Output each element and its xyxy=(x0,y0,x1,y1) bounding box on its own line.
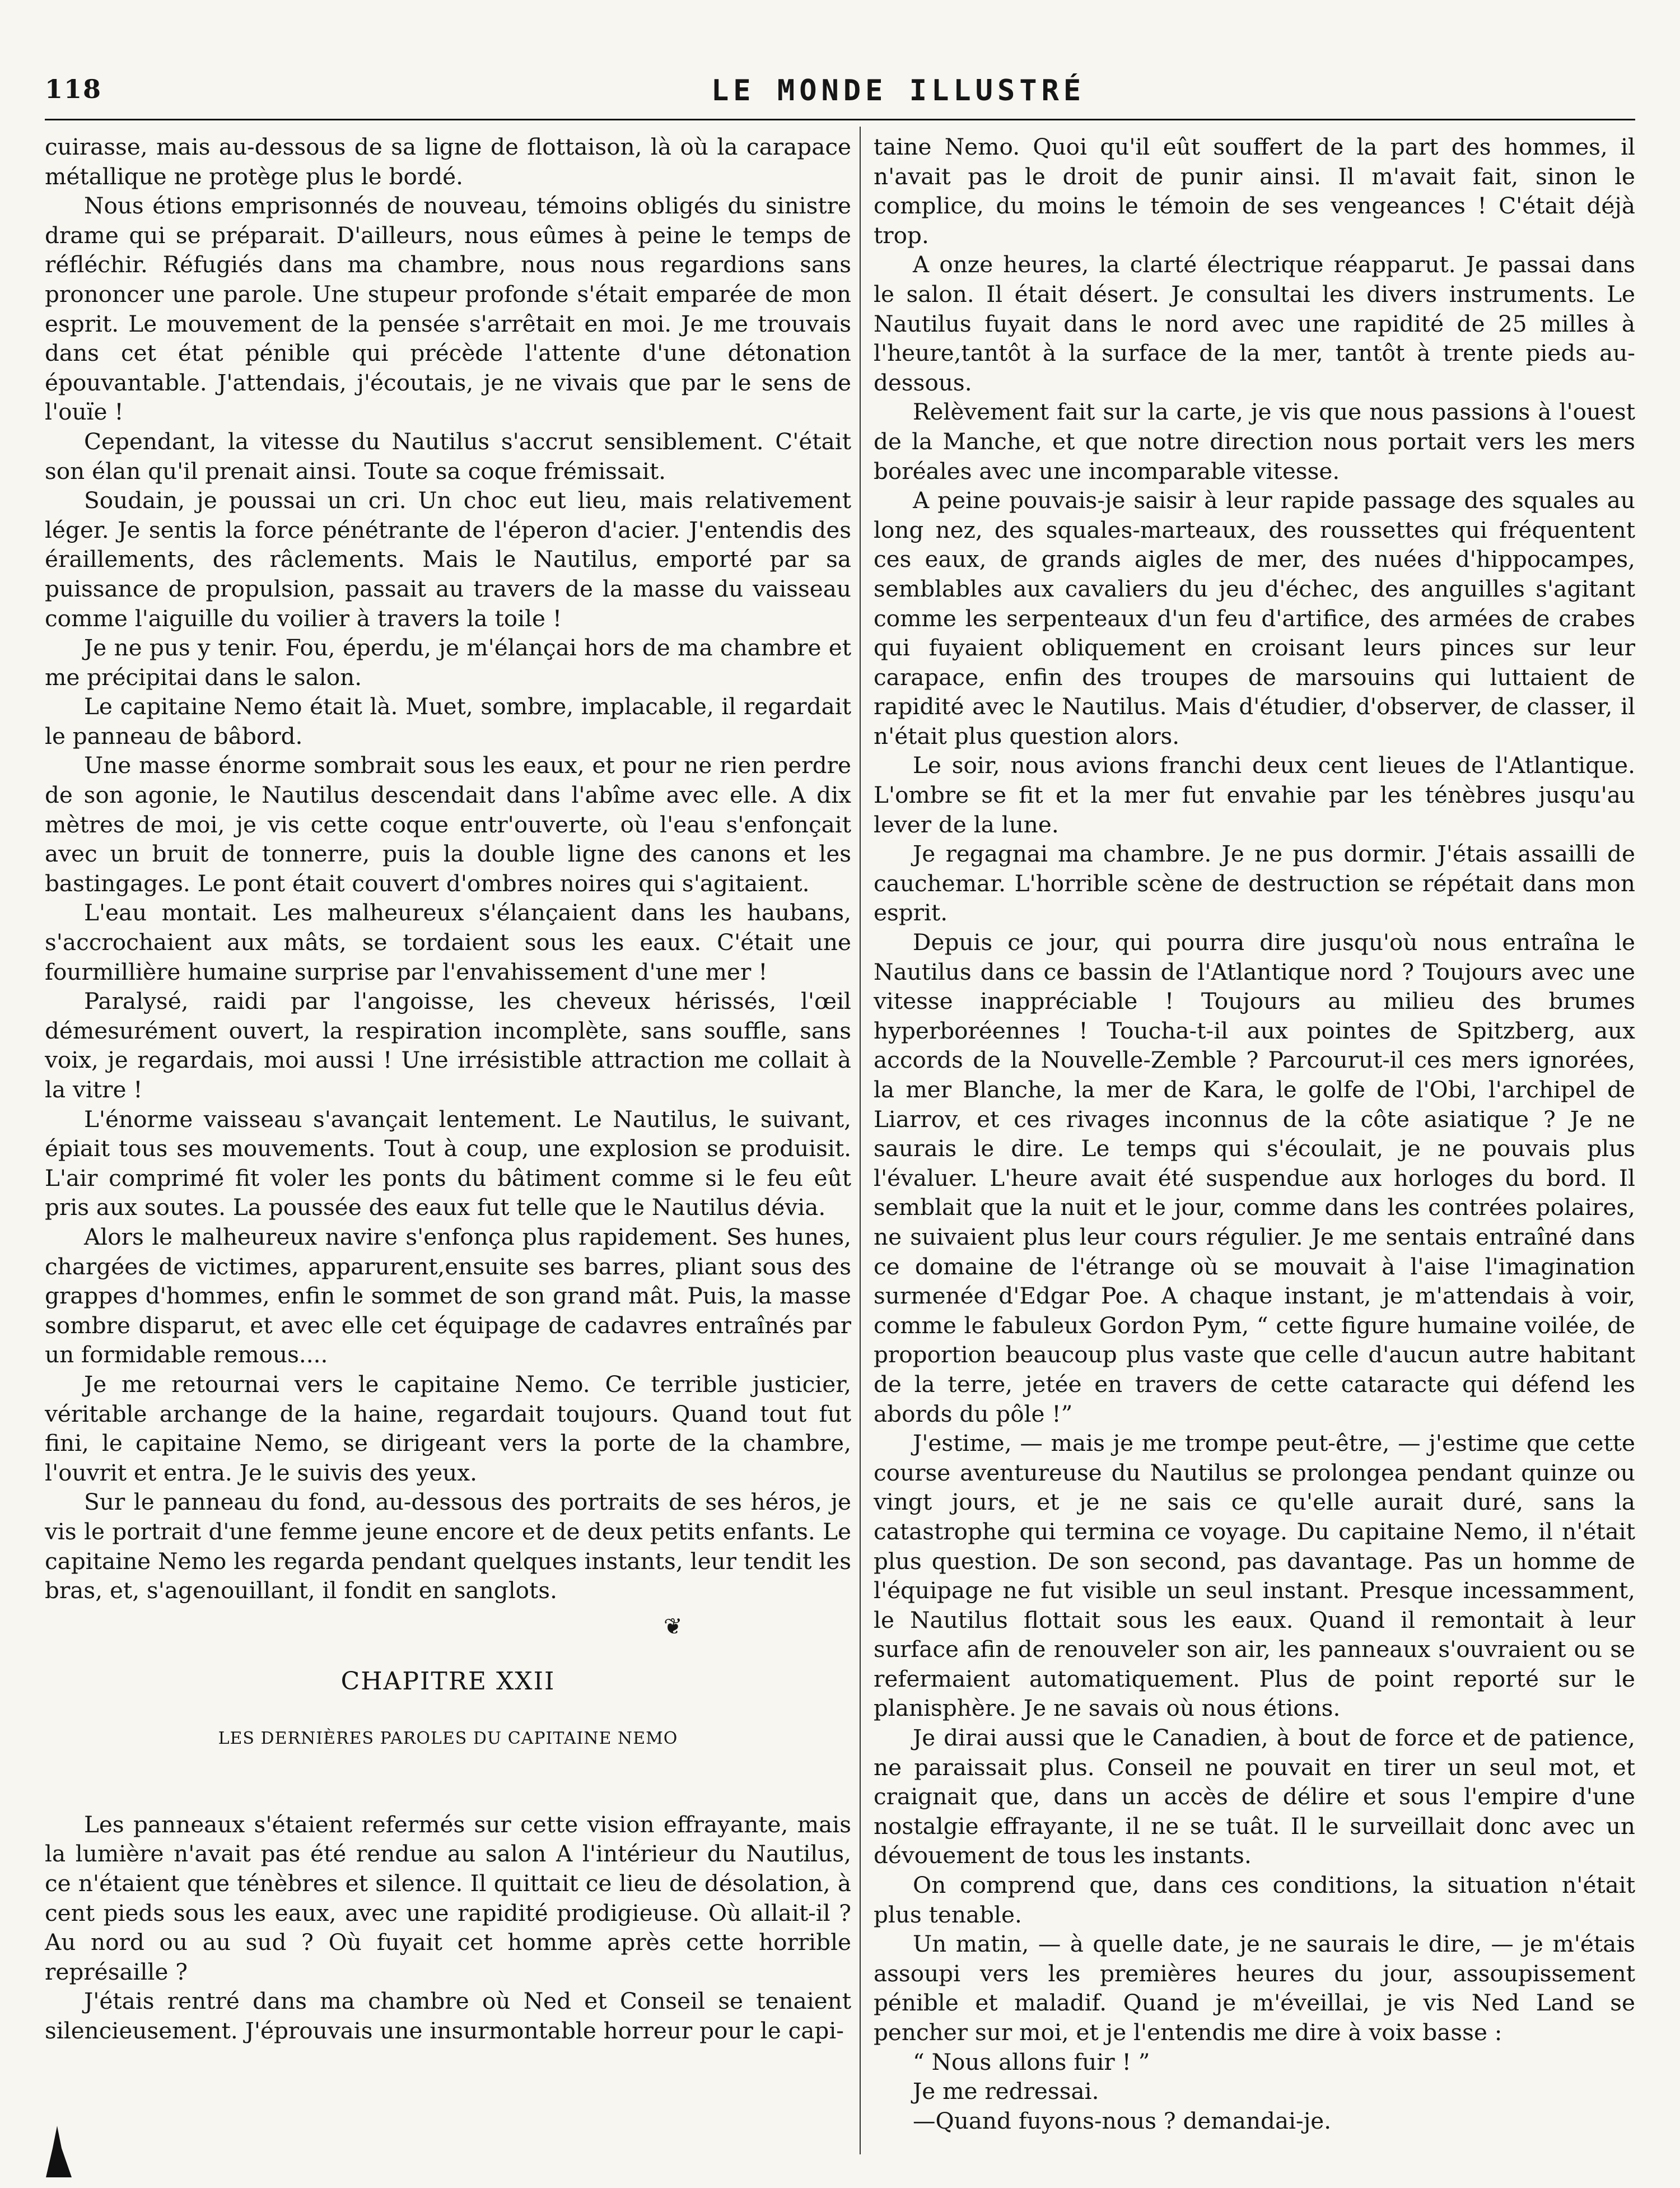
paragraph: Le capitaine Nemo était là. Muet, sombre, implacable, il regardait le panneau de bâbord. xyxy=(45,693,851,749)
paragraph: Sur le panneau du fond, au-dessous des portraits de ses héros, je vis le portrait d'une femme jeune encore et de deux petits enfants. Le capitaine Nemo les regarda pendant quelques instants, leur tendit les bras, et, s'agenouillant, il fondit en sanglots. xyxy=(45,1488,851,1604)
paragraph: J'estime, — mais je me trompe peut-être, — j'estime que cette course aventureuse du Nautilus se prolongea pendant quinze ou vingt jours, et je ne sais ce qu'elle aurait duré, sans la catastrophe qui termina ce voyage. Du capitaine Nemo, il n'était plus question. De son second, pas davantage. Pas un homme de l'équipage ne fut visible un seul instant. Presque incessamment, le Nautilus flottait sous les eaux. Quand il remontait à leur surface afin de renouveler son air, les panneaux s'ouvraient ou se refermaient automatiquement. Plus de point reporté sur le planisphère. Je ne savais où nous étions. xyxy=(874,1430,1635,1722)
paragraph: Je regagnai ma chambre. Je ne pus dormir. J'étais assailli de cauchemar. L'horrible scène de destruction se répétait dans mon esprit. xyxy=(874,840,1635,927)
header-rule xyxy=(45,119,1635,120)
paragraph: L'énorme vaisseau s'avançait lentement. Le Nautilus, le suivant, épiait tous ses mouvements. Tout à coup, une explosion se produisit. L'air comprimé fit voler les ponts du bâtiment comme si le feu eût pris aux soutes. La poussée des eaux fut telle que le Nautilus dévia. xyxy=(45,1105,851,1221)
fleuron-icon: ❦ xyxy=(664,1613,683,1640)
paragraph: Cependant, la vitesse du Nautilus s'accrut sensiblement. C'était son élan qu'il prenait ainsi. Toute sa coque frémissait. xyxy=(45,427,851,485)
paragraph: L'eau montait. Les malheureux s'élançaient dans les haubans, s'accrochaient aux mâts, se tordaient sous les eaux. C'était une fourmillière humaine surprise par l'envahissement d'une mer ! xyxy=(45,899,851,985)
paragraph: Nous étions emprisonnés de nouveau, témoins obligés du sinistre drame qui se préparait. D'ailleurs, nous eûmes à peine le temps de réfléchir. Réfugiés dans ma chambre, nous nous regardions sans prononcer une parole. Une stupeur profonde s'était emparée de mon esprit. Le mouvement de la pensée s'arrêtait en moi. Je me trouvais dans cet état pénible qui précède l'attente d'une détonation épouvantable. J'attendais, j'écoutais, je ne vivais que par le sens de l'ouïe ! xyxy=(45,192,851,426)
paragraph: Un matin, — à quelle date, je ne saurais le dire, — je m'étais assoupi vers les premières heures du jour, assoupissement pénible et maladif. Quand je m'éveillai, je vis Ned Land se pencher sur moi, et je l'entendis me dire à voix basse : xyxy=(874,1930,1635,2046)
paragraph: Depuis ce jour, qui pourra dire jusqu'où nous entraîna le Nautilus dans ce bassin de l'Atlantique nord ? Toujours avec une vitesse inappréciable ! Toujours au milieu des brumes hyperboréennes ! Toucha-t-il aux pointes de Spitzberg, aux accords de la Nouvelle-Zemble ? Parcourut-il ces mers ignorées, la mer Blanche, la mer de Kara, le golfe de l'Obi, l'archipel de Liarrov, et ces rivages inconnus de la côte asiatique ? Je ne saurais le dire. Le temps qui s'écoulait, je ne pouvais plus l'évaluer. L'heure avait été suspendue aux horloges du bord. Il semblait que la nuit et le jour, comme dans les contrées polaires, ne suivaient plus leur cours régulier. Je me sentais entraîné dans ce domaine de l'étrange où se mouvait à l'aise l'imagination surmenée d'Edgar Poe. A chaque instant, je m'attendais à voir, comme le fabuleux Gordon Pym, “ cette figure humaine voilée, de proportion beaucoup plus vaste que celle d'aucun autre habitant de la terre, jetée en travers de cette cataracte qui défend les abords du pôle !” xyxy=(874,929,1635,1427)
paragraph: A onze heures, la clarté électrique réapparut. Je passai dans le salon. Il était désert. Je consultai les divers instruments. Le Nautilus fuyait dans le nord avec une rapidité de 25 milles à l'heure,tantôt à la surface de la mer, tantôt à trente pieds au-dessous. xyxy=(874,251,1635,396)
paragraph: Soudain, je poussai un cri. Un choc eut lieu, mais relativement léger. Je sentis la force pénétrante de l'éperon d'acier. J'entendis des éraillements, des râclements. Mais le Nautilus, emporté par sa puissance de propulsion, passait au travers de la masse du vaisseau comme l'aiguille du voilier à travers la toile ! xyxy=(45,487,851,632)
paragraph: Je me redressai. xyxy=(913,2078,1099,2105)
paragraph: —Quand fuyons-nous ? demandai-je. xyxy=(913,2107,1332,2134)
paragraph: “ Nous allons fuir ! ” xyxy=(913,2048,1150,2075)
paragraph: Alors le malheureux navire s'enfonça plus rapidement. Ses hunes, chargées de victimes, apparurent,ensuite ses barres, pliant sous des grappes d'hommes, enfin le sommet de son grand mât. Puis, la masse sombre disparut, et avec elle cet équipage de cadavres entraînés par un formidable remous.... xyxy=(45,1223,851,1368)
left-column xyxy=(45,132,851,2046)
paragraph: J'étais rentré dans ma chambre où Ned et Conseil se tenaient silencieusement. J'éprouvais une insurmontable horreur pour le capi- xyxy=(45,1987,851,2045)
paragraph: Relèvement fait sur la carte, je vis que nous passions à l'ouest de la Manche, et que notre direction nous portait vers les mers boréales avec une incomparable vitesse. xyxy=(874,398,1635,485)
right-column xyxy=(874,132,1635,2135)
paragraph: Les panneaux s'étaient refermés sur cette vision effrayante, mais la lumière n'avait pas été rendue au salon A l'intérieur du Nautilus, ce n'étaient que ténèbres et silence. Il quittait ce lieu de désolation, à cent pieds sous les eaux, avec une rapidité prodigieuse. Où allait-il ? Au nord ou au sud ? Où fuyait cet homme après cette horrible représaille ? xyxy=(45,1810,851,1985)
paragraph: On comprend que, dans ces conditions, la situation n'était plus tenable. xyxy=(874,1872,1635,1928)
paragraph: taine Nemo. Quoi qu'il eût souffert de la part des hommes, il n'avait pas le droit de punir ainsi. Il m'avait fait, sinon le complice, du moins le témoin de ses vengeances ! C'était déjà trop. xyxy=(874,133,1635,249)
paragraph: Je dirai aussi que le Canadien, à bout de force et de patience, ne paraissait plus. Conseil ne pouvait en tirer un seul mot, et craignait que, dans un accès de délire et sous l'empire d'une nostalgie effrayante, il ne se tuât. Il le surveillait donc avec un dévouement de tous les instants. xyxy=(874,1724,1635,1869)
paragraph: cuirasse, mais au-dessous de sa ligne de flottaison, là où la carapace métallique ne protège plus le bordé. xyxy=(45,133,851,190)
journal-title: LE MONDE ILLUSTRÉ xyxy=(711,74,1086,108)
paragraph: Je ne pus y tenir. Fou, éperdu, je m'élançai hors de ma chambre et me précipitai dans le salon. xyxy=(45,634,851,691)
paragraph: Paralysé, raidi par l'angoisse, les cheveux hérissés, l'œil démesurément ouvert, la respiration incomplète, sans souffle, sans voix, je regardais, moi aussi ! Une irrésistible attraction me collait à la vitre ! xyxy=(45,988,851,1103)
ornament xyxy=(45,1605,851,1650)
paragraph: Une masse énorme sombrait sous les eaux, et pour ne rien perdre de son agonie, le Nautilus descendait dans l'abîme avec elle. A dix mètres de moi, je vis cette coque entr'ouverte, où l'eau s'enfonçait avec un bruit de tonnerre, puis la double ligne des canons et les bastingages. Le pont était couvert d'ombres noires qui s'agitaient. xyxy=(45,752,851,897)
paragraph: Le soir, nous avions franchi deux cent lieues de l'Atlantique. L'ombre se fit et la mer fut envahie par les ténèbres jusqu'au lever de la lune. xyxy=(874,752,1635,838)
page-number: 118 xyxy=(45,74,102,104)
paragraph: A peine pouvais-je saisir à leur rapide passage des squales au long nez, des squales-marteaux, des roussettes qui fréquentent ces eaux, de grands aigles de mer, des nuées d'hippocampes, semblables aux cavaliers du jeu d'échec, des anguilles s'agitant comme les serpenteaux d'un feu d'artifice, des armées de crabes qui fuyaient obliquement en croisant leurs pinces sur leur carapace, enfin des troupes de marsouins qui luttaient de rapidité avec le Nautilus. Mais d'étudier, d'observer, de classer, il n'était plus question alors. xyxy=(874,487,1635,749)
paragraph: Je me retournai vers le capitaine Nemo. Ce terrible justicier, véritable archange de la haine, regardait toujours. Quand tout fut fini, le capitaine Nemo, se dirigeant vers la porte de la chambre, l'ouvrit et entra. Je le suivis des yeux. xyxy=(45,1370,851,1486)
chapter-title: CHAPITRE XXII xyxy=(340,1666,556,1696)
corner-ink-mark xyxy=(45,2126,73,2179)
column-divider xyxy=(860,127,861,2154)
chapter-subtitle: LES DERNIÈRES PAROLES DU CAPITAINE NEMO xyxy=(218,1729,678,1749)
